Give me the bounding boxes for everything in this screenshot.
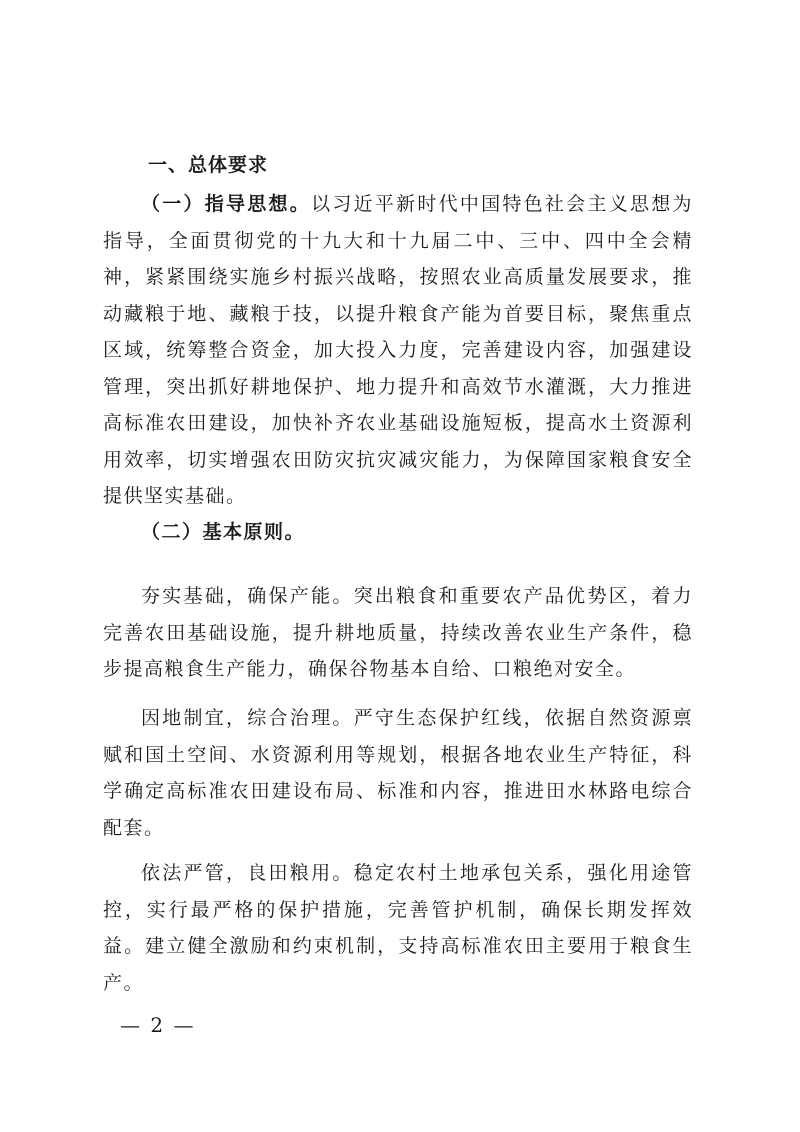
guiding-thought-label: （一）指导思想。 [141,193,312,215]
guiding-thought-text: 以习近平新时代中国特色社会主义思想为指导，全面贯彻党的十九大和十九届二中、三中、四中全会精神，紧紧围绕实施乡村振兴战略，按照农业高质量发展要求，推动藏粮于地、藏粮于技，以提升粮食产能为首要目标，聚焦重点区域，统筹整合资金，加大投入力度，完善建设内容，加强建设管理，突出抓好耕地保护、地力提升和高效节水灌溉，大力推进高标准农田建设，加快补齐农业基础设施短板，提高水土资源利用效率，切实增强农田防灾抗灾减灾能力，为保障国家粮食安全提供坚实基础。 [103,193,693,507]
principle-lead: 依法严管，良田粮用。 [141,862,354,884]
basic-principles-paragraph [103,514,693,551]
principle-paragraph [103,578,693,688]
section-heading: 一、总体要求 [148,154,269,176]
principle-lead: 夯实基础，确保产能。 [141,585,354,607]
page-number: — 2 — [120,1013,196,1037]
principle-lead: 因地制宜，综合治理。 [141,707,354,729]
principle-text: 稳定农村土地承包关系，强化用途管控，实行最严格的保护措施，完善管护机制，确保长期发挥效益。建立健全激励和约束机制，支持高标准农田主要用于粮食生产。 [103,862,693,994]
principle-paragraph [103,700,693,846]
guiding-thought-paragraph [103,186,693,515]
principle-text: 突出粮食和重要农产品优势区，着力完善农田基础设施，提升耕地质量，持续改善农业生产条件，稳步提高粮食生产能力，确保谷物基本自给、口粮绝对安全。 [103,585,693,680]
principle-paragraph [103,855,693,1001]
basic-principles-label: （二）基本原则。 [141,521,306,543]
principle-text: 严守生态保护红线，依据自然资源禀赋和国土空间、水资源利用等规划，根据各地农业生产特征，科学确定高标准农田建设布局、标准和内容，推进田水林路电综合配套。 [103,707,693,839]
